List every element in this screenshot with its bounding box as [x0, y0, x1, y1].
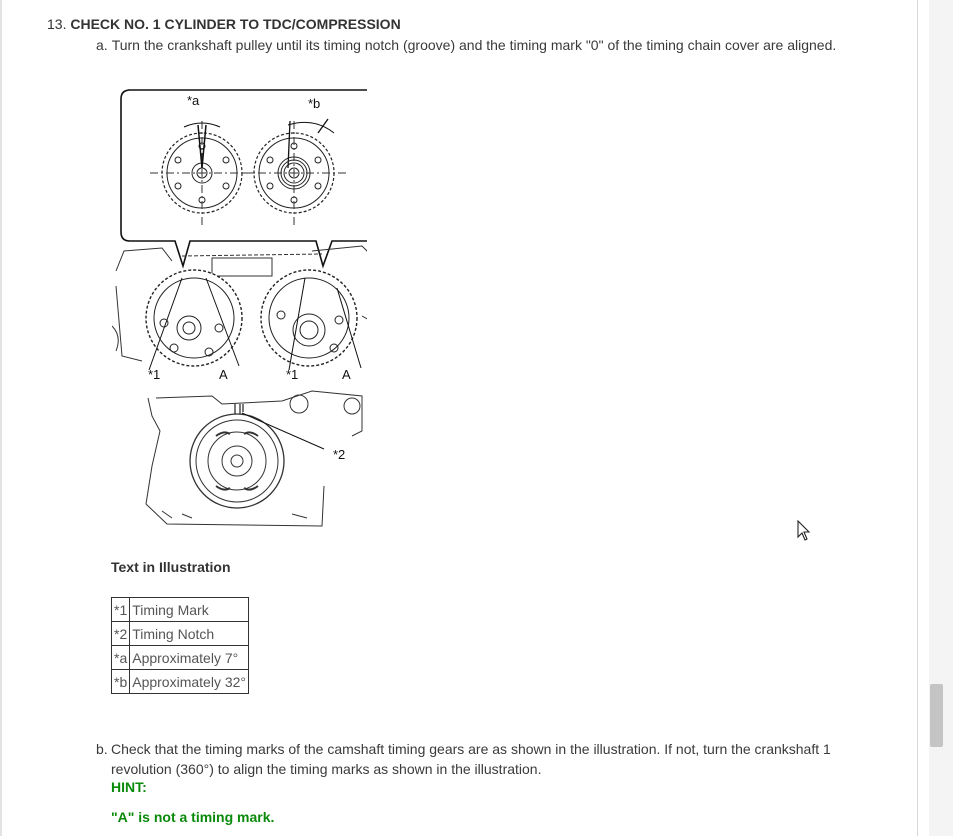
step-b-label: b.: [96, 741, 108, 757]
step-b: [96, 739, 856, 779]
step-a: [96, 37, 836, 53]
hint-label: HINT:: [111, 779, 147, 795]
label-timing-mark-left: *1: [148, 367, 161, 382]
legend-table: [111, 597, 249, 694]
legend-value: Approximately 32°: [130, 670, 249, 694]
step-a-text: Turn the crankshaft pulley until its timing notch (groove) and the timing mark "0" of the timing chain cover are aligned.: [111, 37, 837, 53]
hint-note: "A" is not a timing mark.: [111, 809, 275, 825]
table-row: [112, 598, 249, 622]
crank-pulley-sketch: [146, 391, 362, 526]
step-13-number: 13.: [47, 16, 67, 32]
label-timing-notch: *2: [333, 447, 346, 462]
page-right-border: [917, 0, 918, 836]
legend-value: Approximately 7°: [130, 646, 249, 670]
table-row: [112, 670, 249, 694]
label-a-left: A: [219, 367, 228, 382]
label-timing-mark-right: *1: [286, 367, 299, 382]
legend-value: Timing Notch: [130, 622, 249, 646]
timing-illustration: [112, 86, 367, 531]
legend-key: *1: [112, 598, 130, 622]
step-a-label: a.: [96, 37, 108, 53]
step-13-title: CHECK NO. 1 CYLINDER TO TDC/COMPRESSION: [70, 16, 401, 32]
label-a-right: A: [342, 367, 351, 382]
step-b-text: Check that the timing marks of the camshaft timing gears are as shown in the illustration. If not, turn the crankshaft 1 revolution (360°) to align the timing marks as shown in the illustration.: [111, 741, 831, 777]
legend-key: *a: [112, 646, 130, 670]
step-13-heading: [47, 16, 401, 32]
left-edge: [0, 0, 2, 836]
legend-value: Timing Mark: [130, 598, 249, 622]
table-row: [112, 646, 249, 670]
callout-b: *b: [308, 96, 321, 111]
text-in-illustration-heading: Text in Illustration: [111, 559, 231, 575]
left-cam-sprocket: [146, 270, 242, 370]
legend-key: *2: [112, 622, 130, 646]
legend-key: *b: [112, 670, 130, 694]
mouse-pointer-icon: [797, 520, 811, 542]
table-row: [112, 622, 249, 646]
callout-a: *a: [187, 93, 200, 108]
right-cam-sprocket: [261, 270, 361, 370]
scrollbar-thumb[interactable]: [930, 684, 943, 747]
